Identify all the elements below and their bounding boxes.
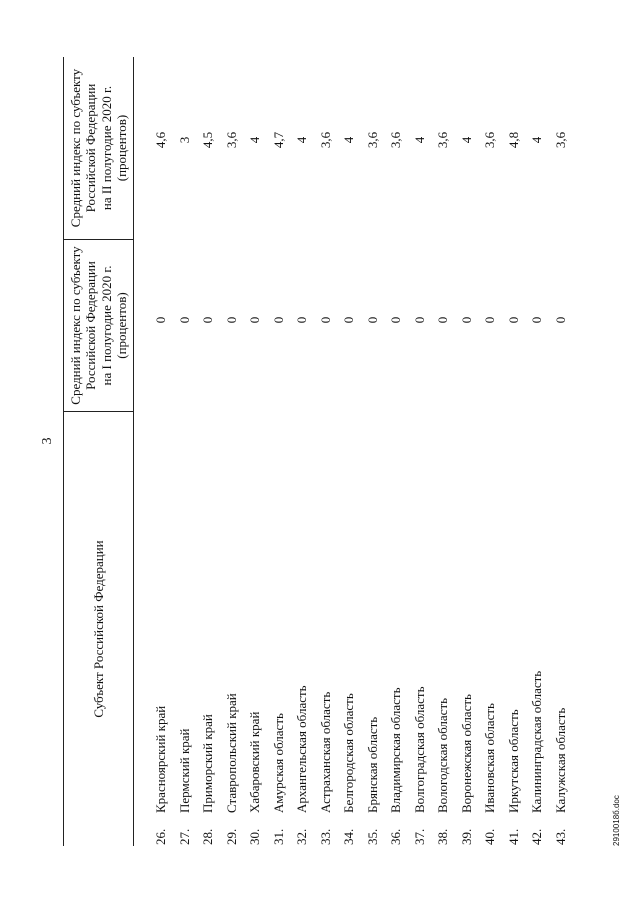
table-row [385, 0, 409, 905]
table-row [503, 0, 527, 905]
row-number: 26. [153, 828, 168, 845]
row-number: 37. [411, 828, 427, 845]
table-row [456, 0, 480, 905]
h1-value: 0 [529, 316, 544, 324]
h1-value: 0 [341, 316, 356, 324]
subject-name: Хабаровский край [247, 711, 262, 813]
row-number: 31. [270, 828, 286, 845]
h2-value: 4 [247, 136, 262, 144]
table-row [479, 0, 503, 905]
h1-value: 0 [482, 316, 497, 324]
h1-value: 0 [270, 316, 286, 324]
h1-value: 0 [153, 316, 168, 324]
subject-name: Воронежская область [458, 694, 474, 813]
subject-name: Красноярский край [153, 705, 168, 813]
h2-value: 4,7 [270, 131, 286, 149]
row-number: 29. [223, 828, 239, 845]
subject-name: Вологодская область [435, 697, 450, 813]
subject-name: Ивановская область [482, 703, 497, 813]
header-h2-line: Средний индекс по субъекту [67, 68, 83, 228]
h2-value: 3,6 [388, 131, 403, 149]
header-h1-index [64, 240, 133, 411]
h1-value: 0 [294, 316, 309, 324]
h2-value: 4 [411, 136, 427, 144]
subject-name: Брянская область [364, 716, 380, 813]
table-row [432, 0, 456, 905]
h1-value: 0 [176, 316, 192, 324]
header-bottom-rule [133, 57, 134, 846]
h2-value: 3,6 [482, 131, 497, 149]
table-row [409, 0, 433, 905]
h2-value: 4 [294, 136, 309, 144]
header-h1-line: Российской Федерации [83, 261, 98, 390]
row-number: 33. [317, 828, 333, 845]
header-h1-line: на I полугодие 2020 г. [98, 265, 114, 386]
subject-name: Ставропольский край [223, 693, 239, 813]
header-h2-line: на II полугодие 2020 г. [98, 85, 114, 211]
row-number: 35. [364, 828, 380, 845]
h2-value: 4,6 [153, 131, 168, 149]
row-number: 27. [176, 828, 192, 845]
row-number: 38. [435, 828, 450, 845]
row-number: 36. [388, 828, 403, 845]
h1-value: 0 [458, 316, 474, 324]
row-number: 40. [482, 828, 497, 845]
row-number: 42. [529, 828, 544, 845]
subject-name: Калининградская область [529, 670, 544, 813]
subject-name: Белгородская область [341, 693, 356, 813]
h1-value: 0 [411, 316, 427, 324]
h1-value: 0 [317, 316, 333, 324]
h2-value: 3,6 [552, 131, 568, 149]
row-number: 32. [294, 828, 309, 845]
h2-value: 4 [341, 136, 356, 144]
h2-value: 3,6 [223, 131, 239, 149]
h2-value: 3,6 [317, 131, 333, 149]
h2-value: 3,6 [435, 131, 450, 149]
subject-name: Астраханская область [317, 691, 333, 813]
page-number: 3 [40, 437, 55, 445]
table-row [174, 0, 198, 905]
table-row [244, 0, 268, 905]
h1-value: 0 [364, 316, 380, 324]
h1-value: 0 [552, 316, 568, 324]
h2-value: 4,8 [505, 131, 521, 149]
h1-value: 0 [435, 316, 450, 324]
h1-value: 0 [200, 316, 215, 324]
table-row [150, 0, 174, 905]
subject-name: Волгоградская область [411, 686, 427, 813]
subject-name: Иркутская область [505, 709, 521, 813]
table-row [315, 0, 339, 905]
table-row [221, 0, 245, 905]
h1-value: 0 [505, 316, 521, 324]
header-h2-index [64, 57, 133, 239]
file-footer: 2910018б.doc [612, 795, 621, 846]
h2-value: 4 [529, 136, 544, 144]
header-h1-line: (процентов) [114, 292, 129, 359]
header-h1-line: Средний индекс по субъекту [67, 246, 83, 405]
row-number: 41. [505, 828, 521, 845]
subject-name: Приморский край [200, 714, 215, 813]
row-number: 28. [200, 828, 215, 845]
h2-value: 4 [458, 136, 474, 144]
row-number: 39. [458, 828, 474, 845]
subject-name: Владимирская область [388, 687, 403, 813]
header-subject: Субъект Российской Федерации [90, 540, 106, 718]
h2-value: 4,5 [200, 131, 215, 149]
h1-value: 0 [388, 316, 403, 324]
row-number: 43. [552, 828, 568, 845]
h1-value: 0 [247, 316, 262, 324]
subject-name: Архангельская область [294, 685, 309, 813]
table-row [291, 0, 315, 905]
subject-name: Пермский край [176, 728, 192, 813]
header-h2-line: (процентов) [114, 114, 129, 182]
subject-name: Калужская область [552, 707, 568, 813]
h2-value: 3 [176, 136, 192, 144]
header-h2-line: Российской Федерации [83, 83, 98, 213]
row-number: 34. [341, 828, 356, 845]
table-row [268, 0, 292, 905]
h1-value: 0 [223, 316, 239, 324]
table-row [362, 0, 386, 905]
table-row [197, 0, 221, 905]
table-row [338, 0, 362, 905]
row-number: 30. [247, 828, 262, 845]
table-row [526, 0, 550, 905]
table-row [550, 0, 574, 905]
h2-value: 3,6 [364, 131, 380, 149]
subject-name: Амурская область [270, 713, 286, 813]
